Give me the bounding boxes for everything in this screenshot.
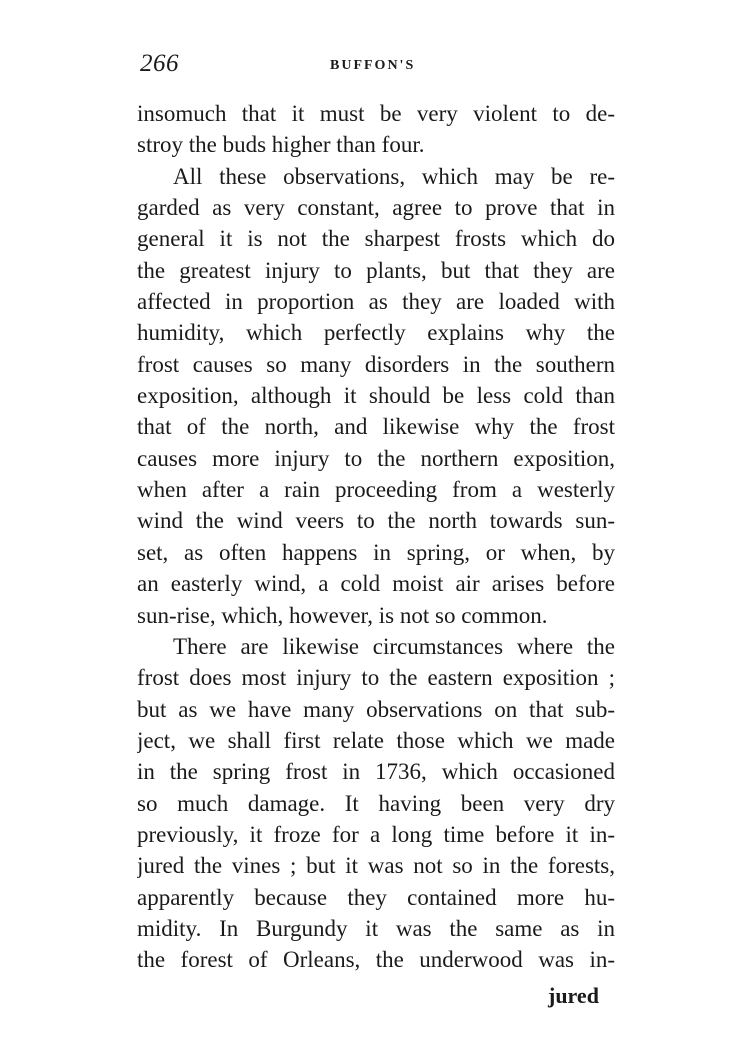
paragraph <box>137 161 615 631</box>
text-line: jured the vines ; but it was not so in the forests, <box>137 853 615 879</box>
text-line: previously, it froze for a long time before it in- <box>137 821 615 847</box>
text-line: that of the north, and likewise why the frost <box>137 414 615 440</box>
paragraph <box>137 631 615 976</box>
text-line: set, as often happens in spring, or when, by <box>137 539 615 565</box>
text-line: insomuch that it must be very violent to de- <box>137 101 615 126</box>
text-line: frost causes so many disorders in the southern <box>137 351 615 377</box>
text-line: affected in proportion as they are loaded with <box>137 289 615 315</box>
text-line: midity. In Burgundy it was the same as in <box>137 915 615 941</box>
text-line: in the spring frost in 1736, which occasioned <box>137 759 615 785</box>
text-line: causes more injury to the northern exposition, <box>137 445 615 471</box>
body-text <box>137 98 615 976</box>
text-line: exposition, although it should be less cold than <box>137 383 615 409</box>
catchword: jured <box>548 983 599 1008</box>
text-line: so much damage. It having been very dry <box>137 790 615 816</box>
text-line: the greatest injury to plants, but that they are <box>137 257 615 283</box>
text-line: apparently because they contained more hu- <box>137 884 615 910</box>
text-line: but as we have many observations on that sub- <box>137 696 615 722</box>
text-line: an easterly wind, a cold moist air arises before <box>137 571 615 597</box>
text-line: frost does most injury to the eastern exposition ; <box>137 665 615 691</box>
text-line: All these observations, which may be re- <box>173 163 615 189</box>
text-line: There are likewise circumstances where the <box>173 633 615 659</box>
text-line: when after a rain proceeding from a westerly <box>137 477 615 503</box>
text-line: stroy the buds higher than four. <box>137 132 425 158</box>
text-line: ject, we shall first relate those which we made <box>137 727 615 753</box>
page-header <box>140 50 610 90</box>
running-head: BUFFON'S <box>330 58 416 73</box>
text-line: general it is not the sharpest frosts which do <box>137 226 615 252</box>
text-line: humidity, which perfectly explains why the <box>137 320 615 346</box>
paragraph <box>137 98 615 161</box>
text-line: wind the wind veers to the north towards sun- <box>137 508 615 534</box>
text-line: sun-rise, which, however, is not so common. <box>137 602 548 628</box>
text-line: garded as very constant, agree to prove that in <box>137 195 615 221</box>
text-line: the forest of Orleans, the underwood was in- <box>137 947 615 973</box>
page-number: 266 <box>140 50 179 77</box>
